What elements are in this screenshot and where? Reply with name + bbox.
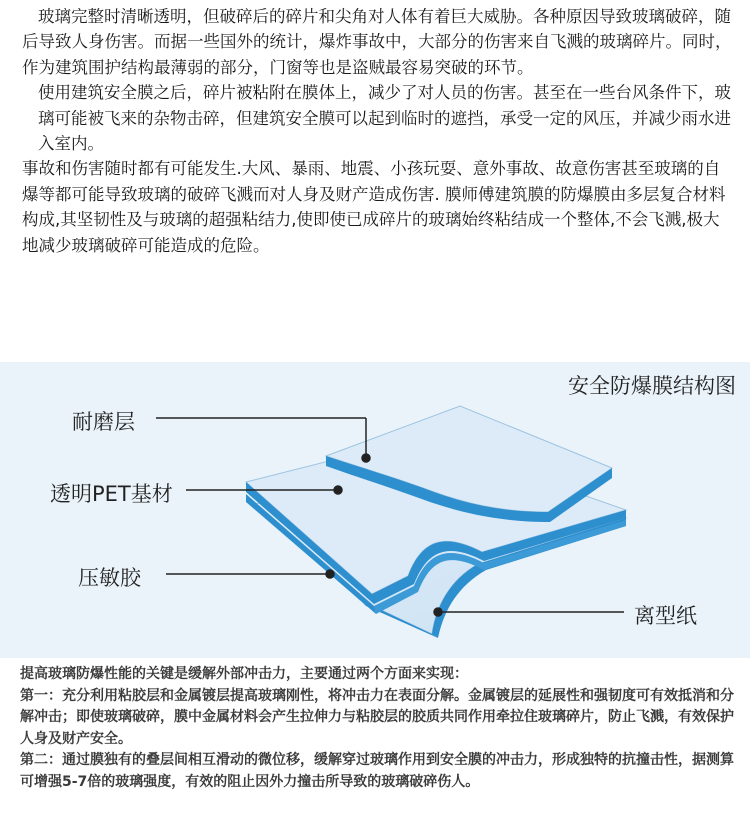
intro-paragraph-1: 玻璃完整时清晰透明，但破碎后的碎片和尖角对人体有着巨大威胁。各种原因导致玻璃破碎，随后导致人身伤害。而据一些国外的统计，爆炸事故中，大部分的伤害来自飞溅的玻璃碎片。同时，作为建筑围护结构最薄弱的部分，门窗等也是盗贼最容易突破的环节。 — [22, 7, 732, 77]
intro-paragraph-2: 使用建筑安全膜之后，碎片被粘附在膜体上，减少了对人员的伤害。甚至在一些台风条件下，玻璃可能被飞来的杂物击碎，但建筑安全膜可以起到临时的遮挡，承受一定的风压，并减少雨水进入室内。 — [38, 83, 731, 154]
label-pet-base: 透明PET基材 — [50, 482, 173, 506]
summary-point-2: 第二：通过膜独有的叠层间相互滑动的微位移，缓解穿过玻璃作用到安全膜的冲击力，形成独特的抗撞击性，据测算可增强5-7倍的玻璃强度，有效的阻止因外力撞击所导致的玻璃破碎伤人。 — [20, 752, 734, 790]
label-release-paper: 离型纸 — [634, 604, 697, 628]
summary-lead: 提高玻璃防爆性能的关键是缓解外部冲击力，主要通过两个方面来实现： — [20, 666, 468, 682]
label-wear-layer: 耐磨层 — [72, 410, 135, 434]
intro-text — [22, 4, 734, 258]
film-structure-diagram — [0, 362, 750, 658]
label-adhesive: 压敏胶 — [78, 566, 141, 590]
diagram-title: 安全防爆膜结构图 — [568, 374, 736, 398]
summary-text — [20, 664, 734, 794]
summary-point-1: 第一：充分利用粘胶层和金属镀层提高玻璃刚性，将冲击力在表面分解。金属镀层的延展性和强韧度可有效抵消和分解冲击；即使玻璃破碎，膜中金属材料会产生拉伸力与粘胶层的胶质共同作用牵拉住玻璃碎片，防止飞溅，有效保护人身及财产安全。 — [20, 687, 734, 747]
intro-paragraph-3: 事故和伤害随时都有可能发生.大风、暴雨、地震、小孩玩耍、意外事故、故意伤害甚至玻璃的自爆等都可能导致玻璃的破碎飞溅而对人身及财产造成伤害. 膜师傅建筑膜的防爆膜由多层复合材料构成,其坚韧性及与玻璃的超强粘结力,使即使已成碎片的玻璃始终粘结成一个整体,不会飞溅,极大地减少玻璃破碎可能造成的危险。 — [22, 159, 726, 255]
